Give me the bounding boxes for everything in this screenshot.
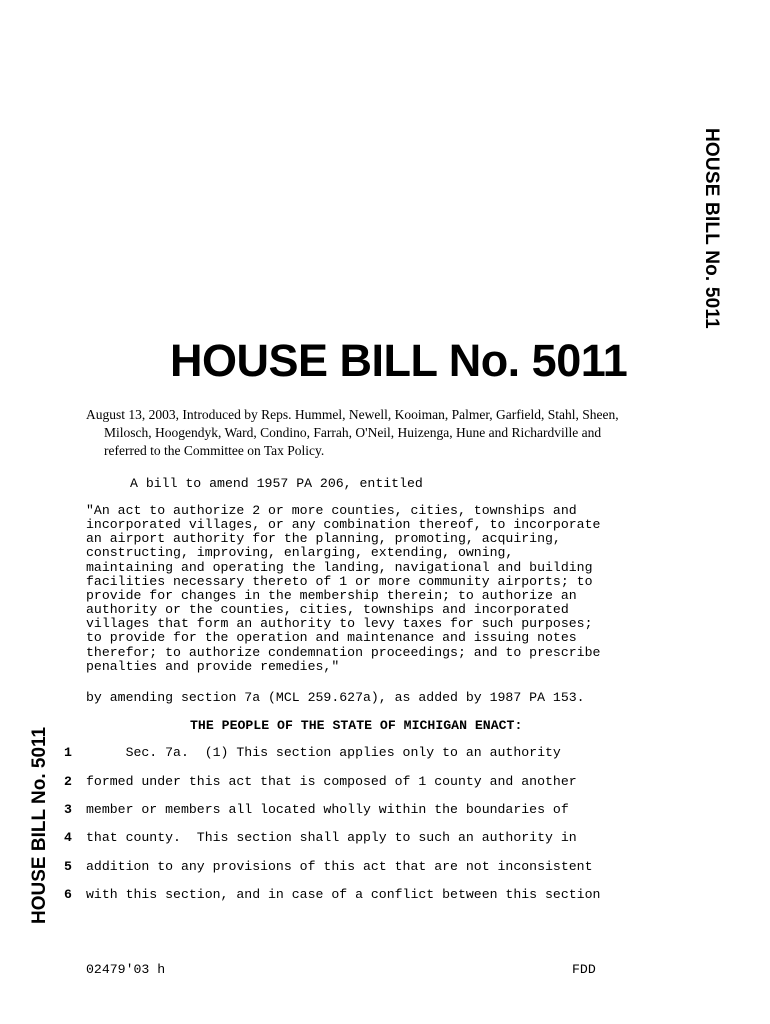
line-number: 4 [64, 830, 72, 845]
act-title-line: incorporated villages, or any combination thereof, to incorporate [86, 517, 601, 533]
act-title-line: penalties and provide remedies," [86, 658, 340, 674]
act-title-line: villages that form an authority to levy taxes for such purposes; [86, 616, 593, 632]
line-text: with this section, and in case of a conflict between this section [86, 887, 601, 902]
act-title-line: constructing, improving, enlarging, extending, owning, [86, 545, 514, 561]
side-label-left: HOUSE BILL No. 5011 [29, 726, 50, 924]
act-title-line: "An act to authorize 2 or more counties, cities, townships and [86, 503, 577, 518]
act-title-line: authority or the counties, cities, townships and incorporated [86, 602, 569, 618]
footer-initials: FDD [572, 962, 596, 977]
side-label-right: HOUSE BILL No. 5011 [701, 128, 722, 329]
act-title-line: an airport authority for the planning, promoting, acquiring, [86, 531, 561, 547]
act-title-line: provide for changes in the membership therein; to authorize an [86, 587, 577, 603]
act-title-line: facilities necessary thereto of 1 or more community airports; to [86, 573, 593, 589]
footer-document-code: 02479'03 h [86, 962, 166, 977]
introduction-paragraph: August 13, 2003, Introduced by Reps. Hummel, Newell, Kooiman, Palmer, Garfield, Stahl, Sheen, Milosch, Hoogendyk, Ward, Condino, Farrah, O'Neil, Huizenga, Hune and Richardville and referred to the Committee on Tax Policy. [86, 407, 619, 458]
line-text: that county. This section shall apply to such an authority in [86, 830, 577, 845]
bill-intro-line: A bill to amend 1957 PA 206, entitled [130, 476, 423, 491]
act-title-line: to provide for the operation and maintenance and issuing notes [86, 630, 577, 646]
line-number: 3 [64, 802, 72, 817]
act-title-line: therefor; to authorize condemnation proceedings; and to prescribe [86, 644, 601, 660]
line-number: 2 [64, 774, 72, 789]
bill-title: HOUSE BILL No. 5011 [170, 335, 628, 386]
line-number: 5 [64, 859, 72, 874]
line-number: 1 [64, 745, 72, 760]
line-number: 6 [64, 887, 72, 902]
line-text: formed under this act that is composed of 1 county and another [86, 774, 577, 789]
act-title-line: maintaining and operating the landing, navigational and building [86, 559, 593, 575]
amending-clause: by amending section 7a (MCL 259.627a), as added by 1987 PA 153. [86, 690, 585, 705]
enacting-clause: THE PEOPLE OF THE STATE OF MICHIGAN ENACT: [190, 718, 523, 733]
line-text: Sec. 7a. (1) This section applies only to an authority [86, 745, 561, 760]
act-title-block [86, 504, 666, 674]
line-text: addition to any provisions of this act that are not inconsistent [86, 859, 593, 874]
line-text: member or members all located wholly within the boundaries of [86, 802, 569, 817]
